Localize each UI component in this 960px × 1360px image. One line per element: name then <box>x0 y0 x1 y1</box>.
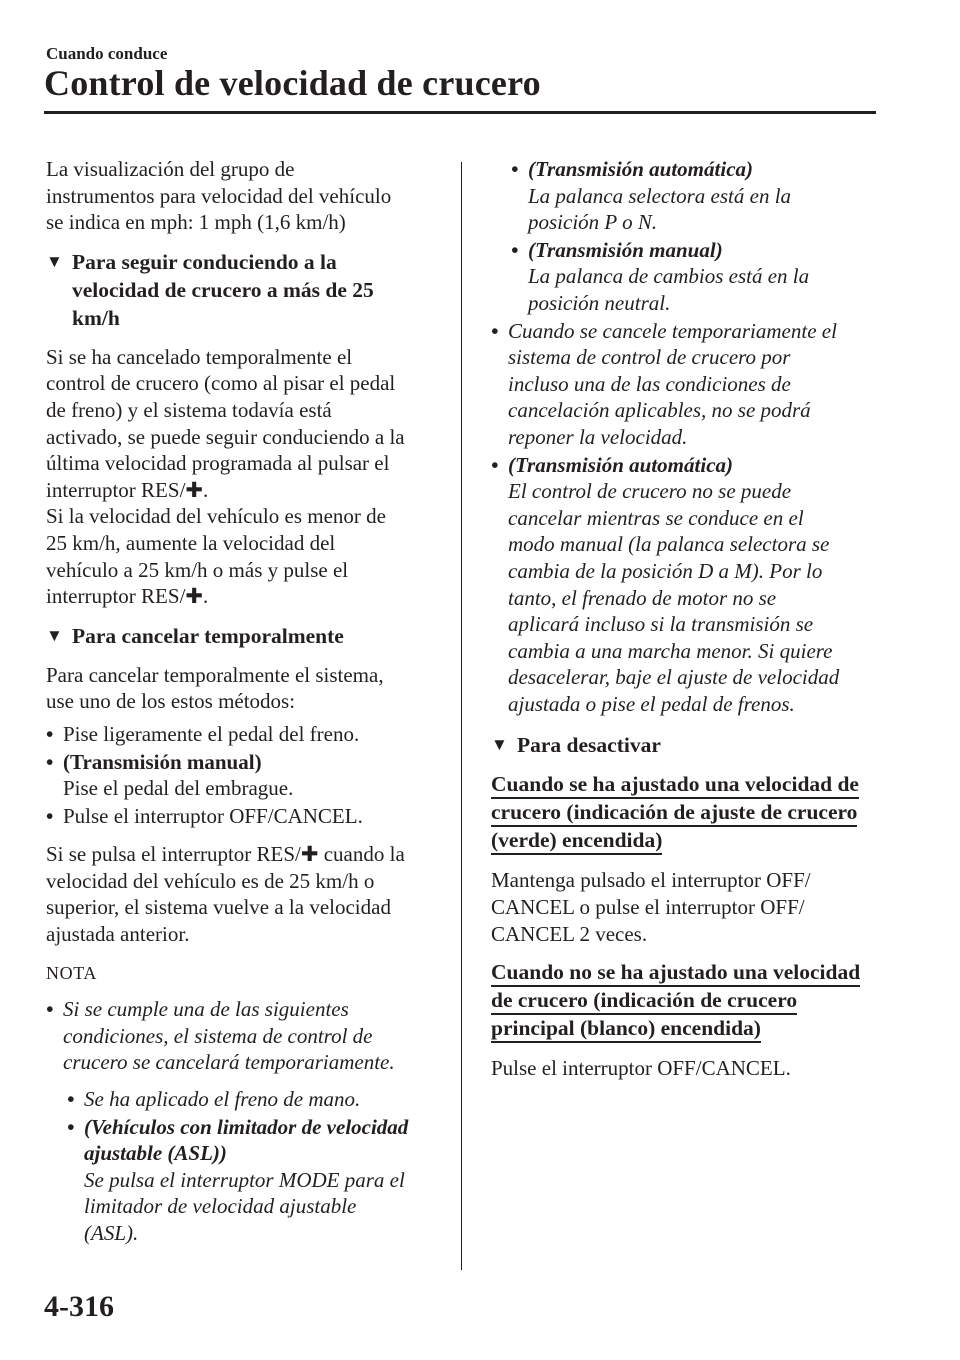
bullet-icon: • <box>46 749 54 774</box>
subheading-speed-set: Cuando se ha ajustado una velocidad de crucero (indicación de ajuste de crucero (verde) encendida) <box>491 771 881 855</box>
list-item: • Pise ligeramente el pedal del freno. <box>46 721 360 746</box>
note-item: • (Transmisión automática) El control de crucero no se puede cancelar mientras se conduce en el modo manual (la palanca selectora se cambia de la posición D a M). Por lo tanto, el frenado de motor no se aplicará incluso si la transmisión se cambia a una marcha menor. Si quiere desacelerar, baje el ajuste de velocidad ajustada o pise el pedal de frenos. <box>491 452 840 716</box>
bullet-icon: • <box>67 1087 75 1112</box>
bullet-icon: • <box>46 997 54 1022</box>
bullet-icon: • <box>511 157 519 181</box>
bullet-icon: • <box>46 721 54 746</box>
note-item: • Cuando se cancele temporariamente el sistema de control de crucero por incluso una de las condiciones de cancelación aplicables, no se podrá reponer la velocidad. <box>491 318 837 449</box>
bullet-icon: • <box>491 452 499 477</box>
bullet-icon: • <box>46 803 54 828</box>
paragraph-hold-off: Mantenga pulsado el interruptor OFF/ CANCEL o pulse el interruptor OFF/ CANCEL 2 veces. <box>491 868 811 946</box>
heading-cancel-temporarily: ▼ Para cancelar temporalmente <box>46 623 344 648</box>
intro-paragraph: La visualización del grupo de instrumentos para velocidad del vehículo se indica en mph: 1 mph (1,6 km/h) <box>46 157 392 235</box>
heading-deactivate: ▼ Para desactivar <box>491 733 661 758</box>
list-item: • Pulse el interruptor OFF/CANCEL. <box>46 803 363 828</box>
triangle-icon: ▼ <box>46 251 63 271</box>
right-column <box>491 156 881 1094</box>
column-divider <box>461 162 462 1270</box>
paragraph-resume: Si se ha cancelado temporalmente el control de crucero (como al pisar el pedal de freno) y el sistema todavía está activado, se puede seguir conduciendo a la última velocidad programada al pulsar el interruptor RES/✚. <box>46 344 405 502</box>
paragraph-low-speed: Si la velocidad del vehículo es menor de 25 km/h, aumente la velocidad del vehículo a 25 km/h o más y pulse el interruptor RES/✚. <box>46 504 386 609</box>
list-item: • (Transmisión manual) Pise el pedal del embrague. <box>46 749 294 801</box>
page-number: 4-316 <box>44 1290 114 1323</box>
heading-continue-cruise: ▼ Para seguir conduciendo a la velocidad de crucero a más de 25 km/h <box>46 249 374 330</box>
note-label: NOTA <box>46 962 97 983</box>
bullet-icon: • <box>511 237 519 262</box>
bullet-icon: • <box>491 318 499 343</box>
paragraph-cancel-methods: Para cancelar temporalmente el sistema, use uno de los estos métodos: <box>46 662 384 714</box>
note-subitem: • (Vehículos con limitador de velocidad ajustable (ASL)) Se pulsa el interruptor MODE para el limitador de velocidad ajustable (ASL). <box>67 1114 409 1245</box>
triangle-icon: ▼ <box>491 735 508 755</box>
paragraph-press-off: Pulse el interruptor OFF/CANCEL. <box>491 1056 791 1081</box>
note-subitem: • Se ha aplicado el freno de mano. <box>67 1087 361 1112</box>
triangle-icon: ▼ <box>46 625 63 645</box>
note-subitem: • (Transmisión manual) La palanca de cambios está en la posición neutral. <box>511 237 810 315</box>
subheading-speed-not-set: Cuando no se ha ajustado una velocidad de crucero (indicación de crucero principal (blanco) encendida) <box>491 959 881 1043</box>
section-label: Cuando conduce <box>46 44 168 63</box>
left-column <box>46 156 446 1248</box>
title-rule <box>44 111 876 114</box>
paragraph-res-resume: Si se pulsa el interruptor RES/✚ cuando la velocidad del vehículo es de 25 km/h o superior, el sistema vuelve a la velocidad ajustada anterior. <box>46 842 405 947</box>
note-item: • Si se cumple una de las siguientes condiciones, el sistema de control de crucero se cancelará temporariamente. <box>46 997 395 1075</box>
note-subitem: • (Transmisión automática) La palanca selectora está en la posición P o N. <box>511 157 792 235</box>
page-title: Control de velocidad de crucero <box>44 63 541 103</box>
bullet-icon: • <box>67 1114 75 1139</box>
